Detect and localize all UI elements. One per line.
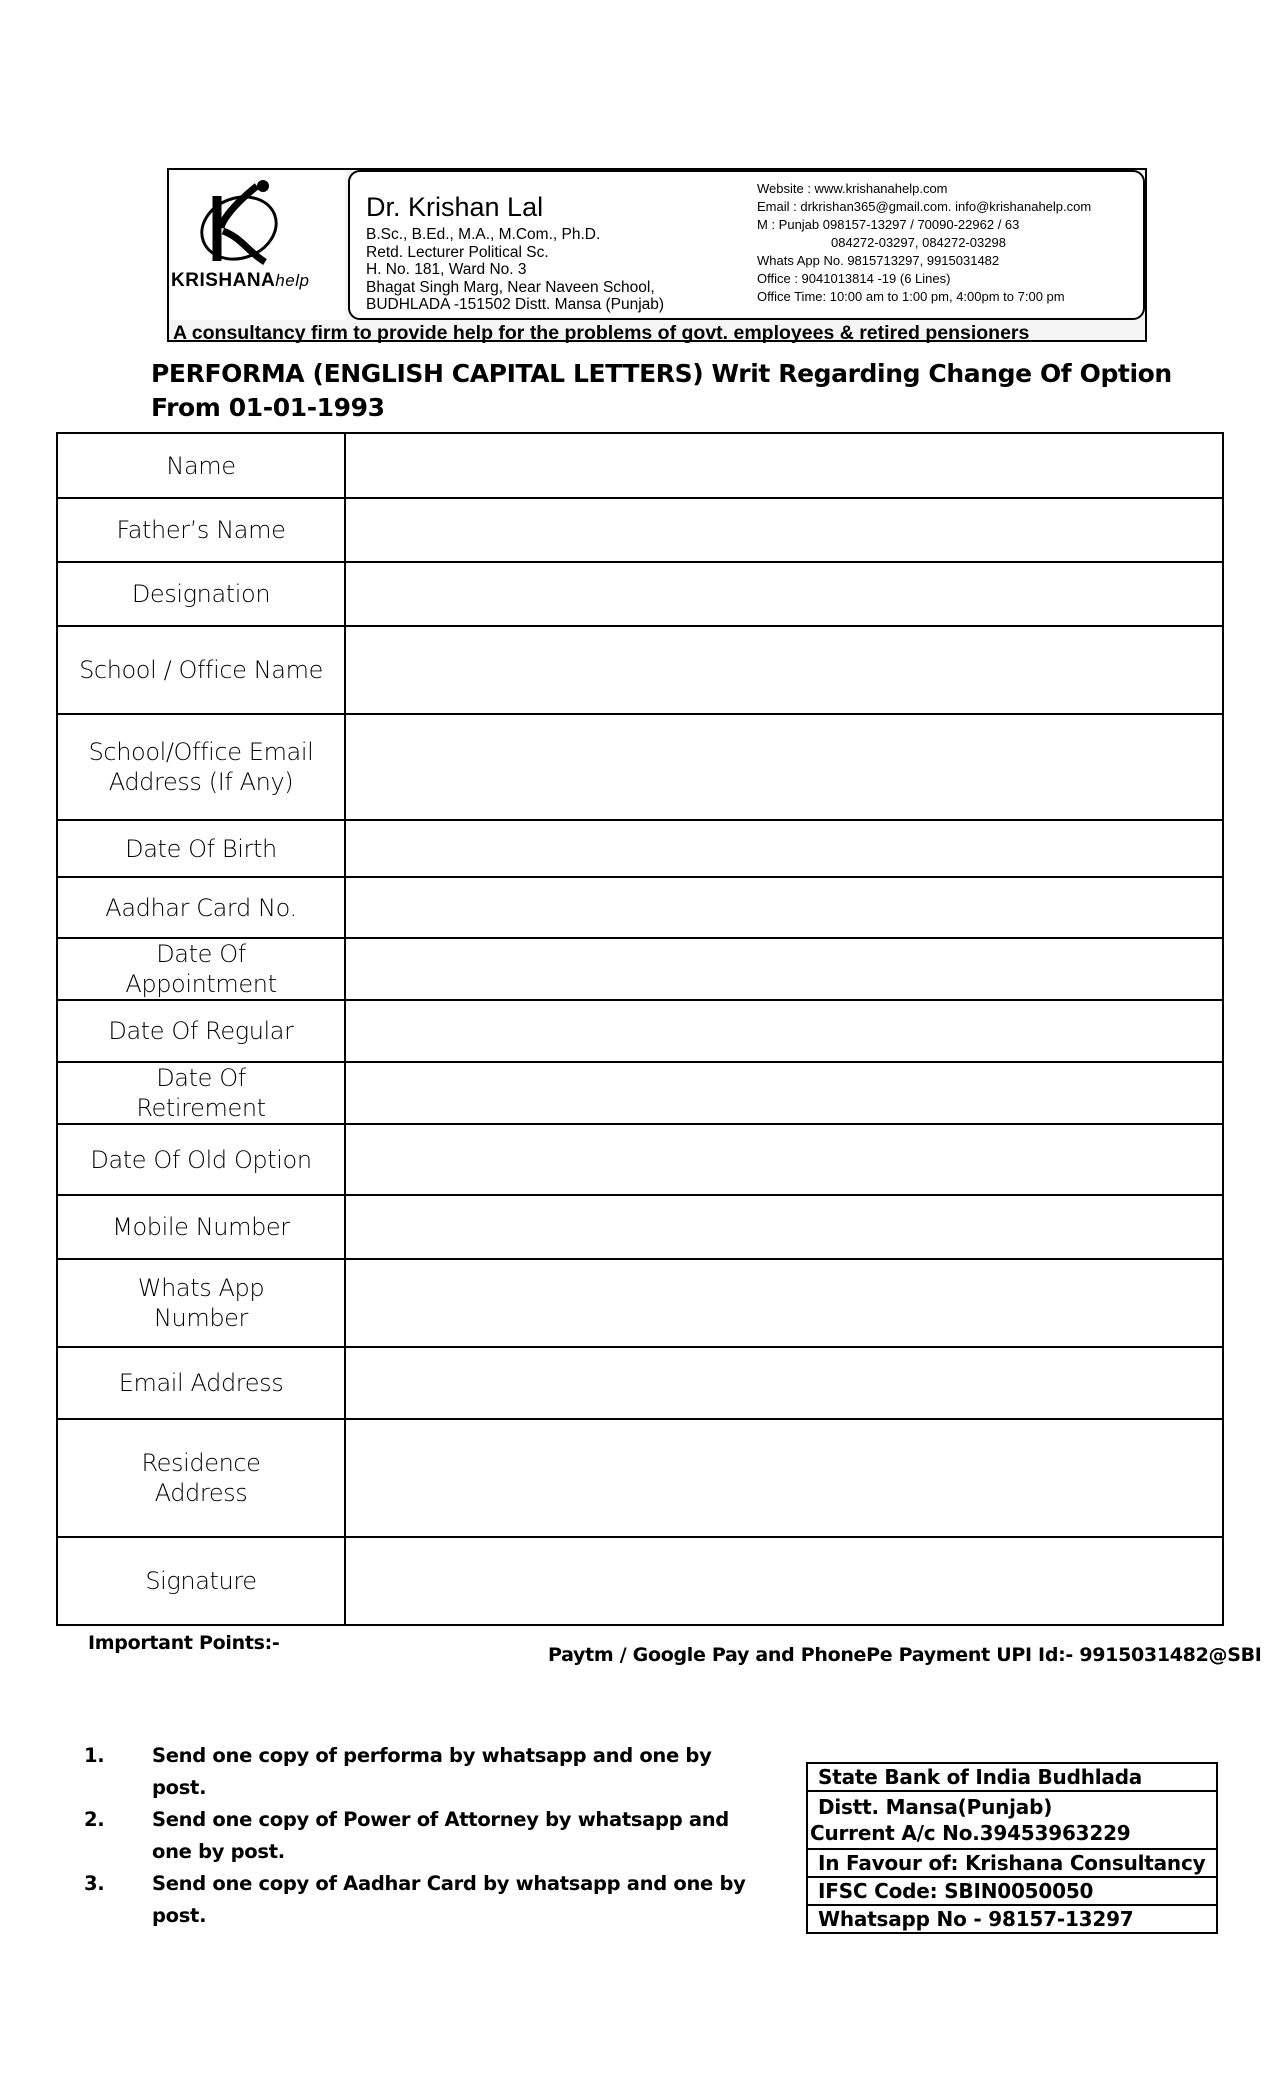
bank-row: [807, 1877, 1217, 1905]
field-input-signature[interactable]: [345, 1537, 1223, 1625]
field-input-whatsapp-number[interactable]: [345, 1259, 1223, 1347]
list-item-number: 2.: [84, 1808, 105, 1831]
bank-details-box: [806, 1762, 1218, 1934]
office-line: Office : 9041013814 -19 (6 Lines): [757, 271, 951, 286]
table-row: [57, 1195, 1223, 1259]
field-label: Date Of Birth: [57, 820, 345, 877]
table-row: [57, 1419, 1223, 1537]
table-row: [57, 498, 1223, 562]
field-input-designation[interactable]: [345, 562, 1223, 626]
field-label: Designation: [57, 562, 345, 626]
form-table: [56, 432, 1224, 1626]
logo-brand: KRISHANA: [171, 270, 276, 291]
list-item-text: Send one copy of performa by whatsapp and one by post.: [152, 1744, 712, 1799]
logo: [169, 170, 345, 320]
office-time: Office Time: 10:00 am to 1:00 pm, 4:00pm to 7:00 pm: [757, 289, 1065, 304]
field-label: Aadhar Card No.: [57, 877, 345, 938]
table-row: [57, 1062, 1223, 1124]
field-label: Residence Address: [57, 1419, 345, 1537]
field-label: Signature: [57, 1537, 345, 1625]
bank-ifsc: IFSC Code: SBIN0050050: [807, 1877, 1217, 1905]
field-input-school-office-name[interactable]: [345, 626, 1223, 714]
bank-favour: In Favour of: Krishana Consultancy: [807, 1849, 1217, 1877]
bank-row: [807, 1791, 1217, 1849]
contact-details: [757, 180, 1091, 306]
address-line: H. No. 181, Ward No. 3: [366, 261, 527, 278]
qualifications: B.Sc., B.Ed., M.A., M.Com., Ph.D.: [366, 226, 601, 243]
consultant-details: [366, 226, 664, 314]
logo-suffix: help: [275, 271, 310, 290]
table-row: [57, 820, 1223, 877]
field-label: Date Of Appointment: [57, 938, 345, 1000]
letterhead-banner: [167, 168, 1147, 342]
form-title: [151, 357, 1172, 425]
table-row: [57, 626, 1223, 714]
list-item-number: 1.: [84, 1744, 105, 1767]
address-line: Bhagat Singh Marg, Near Naveen School,: [366, 278, 655, 296]
field-label: Date Of Retirement: [57, 1062, 345, 1124]
field-input-date-of-retirement[interactable]: [345, 1062, 1223, 1124]
field-input-office-email[interactable]: [345, 714, 1223, 820]
table-row: [57, 433, 1223, 498]
field-label: Name: [57, 433, 345, 498]
phone-line: 084272-03297, 084272-03298: [831, 235, 1006, 250]
upi-payment-info: Paytm / Google Pay and PhonePe Payment UPI Id:- 9915031482@SBI: [548, 1644, 1262, 1666]
consultant-name: Dr. Krishan Lal: [366, 192, 544, 222]
field-label: Date Of Regular: [57, 1000, 345, 1062]
list-item-number: 3.: [84, 1872, 105, 1895]
field-label: Date Of Old Option: [57, 1124, 345, 1195]
table-row: [57, 1537, 1223, 1625]
field-label: Mobile Number: [57, 1195, 345, 1259]
krishana-logo-icon: [187, 176, 287, 268]
field-input-date-of-appointment[interactable]: [345, 938, 1223, 1000]
bank-whatsapp: Whatsapp No - 98157-13297: [807, 1905, 1217, 1933]
table-row: [57, 1347, 1223, 1419]
address-line: BUDHLADA -151502 Distt. Mansa (Punjab): [366, 296, 665, 313]
table-row: [57, 562, 1223, 626]
table-row: [57, 1124, 1223, 1195]
list-item: [84, 1868, 754, 1932]
field-input-email-address[interactable]: [345, 1347, 1223, 1419]
bank-district: Distt. Mansa(Punjab): [818, 1795, 1053, 1819]
important-points-list: [84, 1740, 754, 1932]
contact-card: [348, 170, 1145, 320]
field-input-residence-address[interactable]: [345, 1419, 1223, 1537]
consultant-designation: Retd. Lecturer Political Sc.: [366, 243, 549, 261]
bank-name: State Bank of India Budhlada: [807, 1763, 1217, 1791]
field-input-date-of-birth[interactable]: [345, 820, 1223, 877]
important-points-heading: Important Points:-: [88, 1632, 280, 1654]
bank-row: [807, 1905, 1217, 1933]
table-row: [57, 714, 1223, 820]
form-title-line: PERFORMA (ENGLISH CAPITAL LETTERS) Writ Regarding Change Of Option: [151, 359, 1172, 388]
logo-text: [171, 270, 309, 292]
field-input-fathers-name[interactable]: [345, 498, 1223, 562]
field-input-aadhar-card[interactable]: [345, 877, 1223, 938]
field-label: Whats App Number: [57, 1259, 345, 1347]
whatsapp-line: Whats App No. 9815713297, 9915031482: [757, 253, 1000, 268]
email-line: Email : drkrishan365@gmail.com. info@krishanahelp.com: [757, 199, 1092, 214]
table-row: [57, 1259, 1223, 1347]
field-label: School / Office Name: [57, 626, 345, 714]
field-input-date-of-regular[interactable]: [345, 1000, 1223, 1062]
bank-row: [807, 1763, 1217, 1791]
website: Website : www.krishanahelp.com: [757, 181, 948, 196]
field-input-mobile-number[interactable]: [345, 1195, 1223, 1259]
list-item-text: Send one copy of Power of Attorney by whatsapp and one by post.: [152, 1808, 729, 1863]
field-label: Father’s Name: [57, 498, 345, 562]
bank-account-cell: [807, 1791, 1217, 1849]
bank-account-number: Current A/c No.39453963229: [810, 1821, 1131, 1845]
table-row: [57, 1000, 1223, 1062]
bank-row: [807, 1849, 1217, 1877]
mobile-line: M : Punjab 098157-13297 / 70090-22962 / 63: [757, 217, 1020, 232]
form-title-line: From 01-01-1993: [151, 393, 385, 422]
field-input-date-of-old-option[interactable]: [345, 1124, 1223, 1195]
field-label: School/Office Email Address (If Any): [57, 714, 345, 820]
list-item: [84, 1740, 754, 1804]
list-item-text: Send one copy of Aadhar Card by whatsapp and one by post.: [152, 1872, 746, 1927]
table-row: [57, 938, 1223, 1000]
field-label: Email Address: [57, 1347, 345, 1419]
tagline: A consultancy firm to provide help for the problems of govt. employees & retired pensioners: [173, 322, 1030, 344]
list-item: [84, 1804, 754, 1868]
field-input-name[interactable]: [345, 433, 1223, 498]
table-row: [57, 877, 1223, 938]
